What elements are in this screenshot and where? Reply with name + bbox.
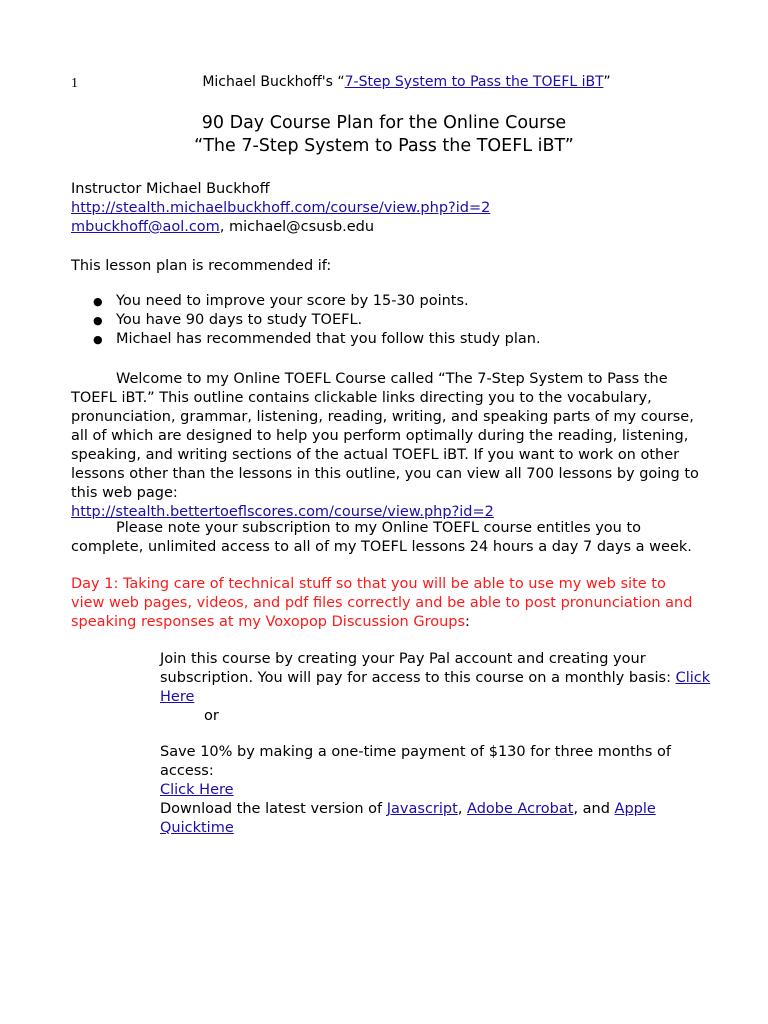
day1-colon: : <box>465 614 470 630</box>
recommendation-intro: This lesson plan is recommended if: <box>71 258 332 274</box>
day1-heading-text: Day 1: Taking care of technical stuff so that you will be able to use my web site to view web pages, videos, and pdf files correctly and be able to post pronunciation and speaking responses at my Voxopop Discussion Groups <box>71 576 693 630</box>
header-closing-quote: ” <box>603 74 611 90</box>
document-title <box>0 112 768 158</box>
document-title-line1: 90 Day Course Plan for the Online Course <box>201 113 567 133</box>
day1-heading <box>71 575 701 632</box>
header-course-link[interactable]: 7-Step System to Pass the TOEFL iBT <box>344 74 604 90</box>
header-author-prefix: Michael Buckhoff's “ <box>202 74 345 90</box>
join-course-paragraph <box>160 650 720 707</box>
welcome-text: Welcome to my Online TOEFL Course called “The 7-Step System to Pass the TOEFL iBT.” This outline contains clickable links directing you to the vocabulary, pronunciation, grammar, listening, reading, writing, and speaking parts of my course, all of which are designed to help you perform optimally during the reading, listening, speaking, and writing sections of the actual TOEFL iBT. If you want to work on other lessons other than the lessons in this outline, you can view all 700 lessons by going to this web page: <box>71 371 699 501</box>
download-text: Download the latest version of <box>160 801 387 817</box>
subscription-text: Please note your subscription to my Online TOEFL course entitles you to complete, unlimited access to all of my TOEFL lessons 24 hours a day 7 days a week. <box>71 520 692 555</box>
recommendation-list <box>71 292 701 349</box>
list-item <box>71 330 701 349</box>
save-click-here-link[interactable]: Click Here <box>160 782 234 798</box>
save-paragraph <box>160 743 720 800</box>
download-paragraph <box>160 800 720 838</box>
download-separator: , <box>457 801 468 817</box>
join-click-here-link[interactable]: Click Here <box>160 670 711 705</box>
running-header <box>0 73 768 92</box>
all-lessons-link[interactable]: http://stealth.bettertoeflscores.com/course/view.php?id=2 <box>71 504 494 520</box>
page-number: 1 <box>71 76 78 91</box>
email-separator: , <box>219 219 230 235</box>
javascript-link[interactable]: Javascript <box>386 801 458 817</box>
bullet-icon: ● <box>93 333 103 346</box>
list-item <box>71 311 701 330</box>
instructor-info <box>71 180 701 237</box>
course-url-link[interactable]: http://stealth.michaelbuckhoff.com/course/view.php?id=2 <box>71 200 491 216</box>
email-link[interactable]: mbuckhoff@aol.com <box>71 219 220 235</box>
download-separator: , and <box>573 801 615 817</box>
welcome-paragraph <box>71 370 701 522</box>
subscription-paragraph <box>71 519 701 557</box>
apple-quicktime-link[interactable]: Apple Quicktime <box>160 801 656 836</box>
bullet-icon: ● <box>93 314 103 327</box>
list-item-text: You need to improve your score by 15-30 points. <box>116 293 469 309</box>
or-separator: or <box>204 708 219 724</box>
email-plain: michael@csusb.edu <box>229 219 375 235</box>
instructor-name: Instructor Michael Buckhoff <box>71 181 270 197</box>
list-item <box>71 292 701 311</box>
list-item-text: You have 90 days to study TOEFL. <box>116 312 363 328</box>
adobe-acrobat-link[interactable]: Adobe Acrobat <box>467 801 574 817</box>
document-title-line2: “The 7-Step System to Pass the TOEFL iBT” <box>194 136 574 156</box>
list-item-text: Michael has recommended that you follow this study plan. <box>116 331 541 347</box>
join-text: Join this course by creating your Pay Pal account and creating your subscription. You will pay for access to this course on a monthly basis: <box>160 651 676 686</box>
bullet-icon: ● <box>93 295 103 308</box>
save-text: Save 10% by making a one-time payment of $130 for three months of access: <box>160 744 671 779</box>
